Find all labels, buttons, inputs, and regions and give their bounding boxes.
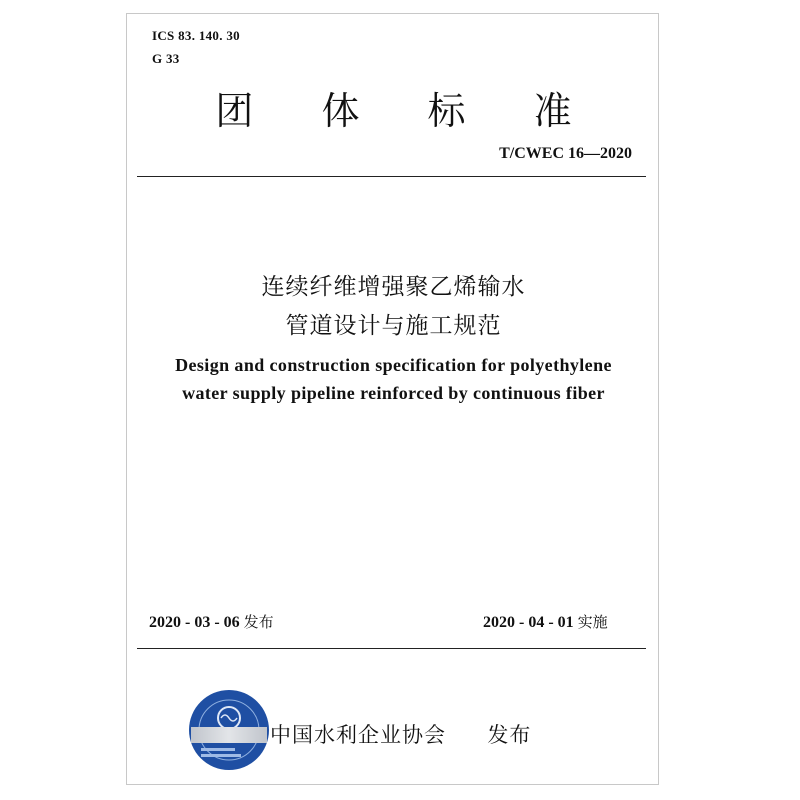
- issue-label: 发布: [243, 613, 274, 631]
- classification-code: G 33: [152, 51, 180, 66]
- title-cn-line2: 管道设计与施工规范: [285, 313, 502, 339]
- standard-number: T/CWEC 16—2020: [499, 145, 632, 162]
- title-en-line2: water supply pipeline reinforced by continuous fiber: [182, 383, 605, 403]
- publisher: [270, 719, 531, 749]
- header-divider: [137, 176, 646, 177]
- implement-label: 实施: [577, 613, 608, 631]
- standard-category-title: 团 体 标 准: [215, 89, 600, 133]
- publisher-action: 发布: [487, 723, 532, 747]
- ics-code: ICS 83. 140. 30: [152, 28, 240, 43]
- title-en-line1: Design and construction specification for polyethylene: [175, 355, 612, 375]
- document-cover: [126, 13, 659, 785]
- implement-date-block: [483, 611, 608, 632]
- issue-date-block: [149, 611, 274, 632]
- anti-counterfeit-seal-icon: [187, 688, 271, 772]
- footer-divider: [137, 648, 646, 649]
- publisher-name: 中国水利企业协会: [270, 723, 446, 747]
- title-cn-line1: 连续纤维增强聚乙烯输水: [261, 274, 526, 300]
- implement-date: 2020 - 04 - 01: [483, 614, 574, 631]
- issue-date: 2020 - 03 - 06: [149, 614, 240, 631]
